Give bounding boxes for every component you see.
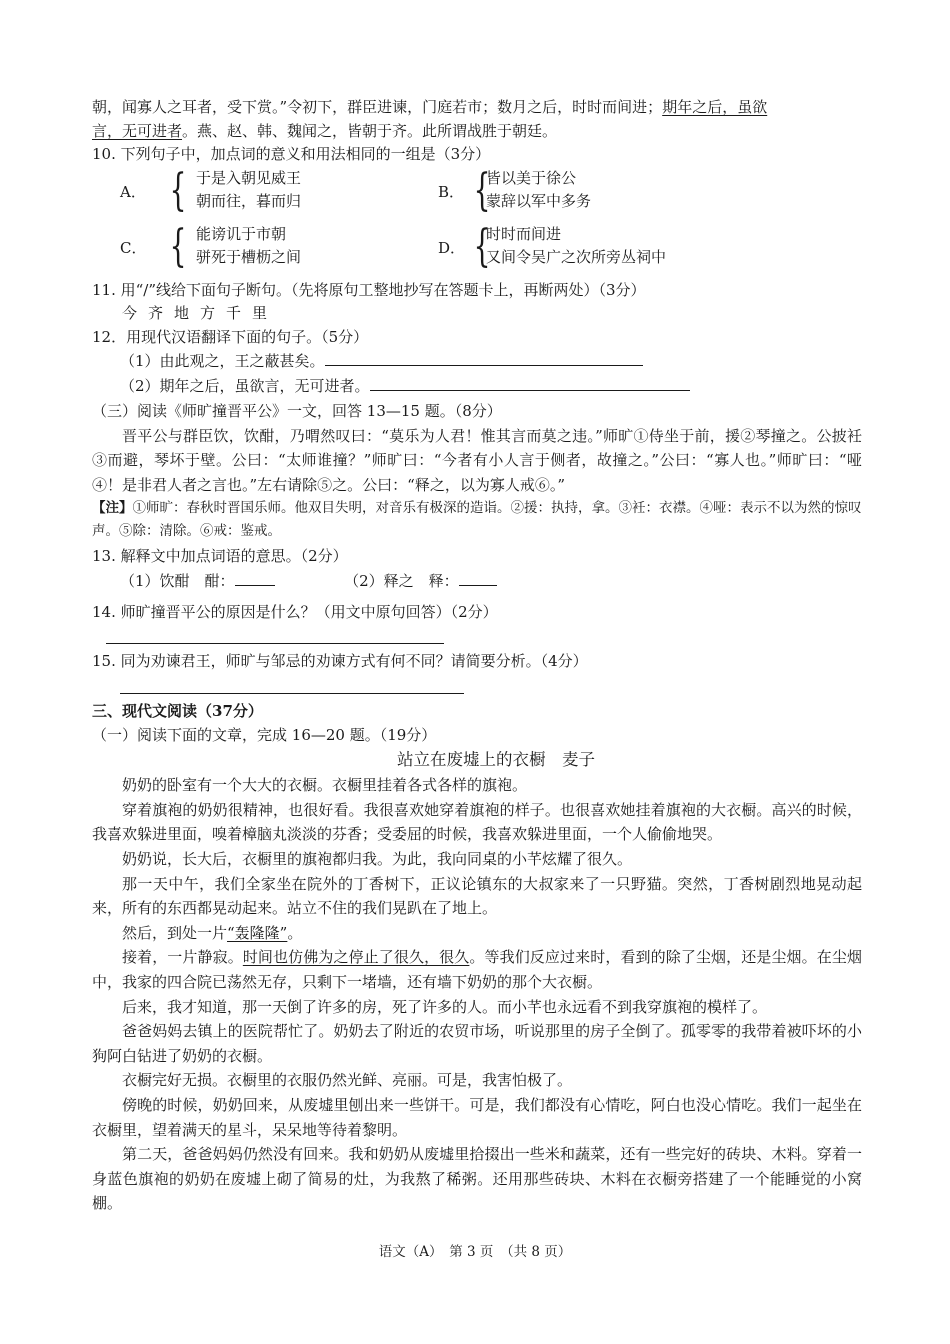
article-paragraph: 奶奶的卧室有一个大大的衣橱。衣橱里挂着各式各样的旗袍。 [122, 776, 528, 795]
answer-line[interactable] [106, 643, 444, 644]
question-13-stem: 13. 解释文中加点词语的意思。（2分） [92, 547, 348, 566]
article-paragraph: 穿着旗袍的奶奶很精神，也很好看。我很喜欢她穿着旗袍的样子。也很喜欢她挂着旗袍的大衣橱。高兴的时候，我喜欢躲进里面，嗅着樟脑丸淡淡的芬香；受委屈的时候，我喜欢躲进里面，一个人偷偷地哭。 [92, 800, 862, 844]
answer-blank[interactable] [325, 349, 643, 366]
question-10-options: A． { 于是入朝见威王 朝而往，暮而归 B． { 皆以美于徐公 蒙辞以军中多务 C． { 能谤讥于市朝 骈死于槽枥之间 D． { 时时而间进 又间令吴广之次所旁丛祠中 [120, 164, 667, 272]
article-paragraph: 爸爸妈妈去镇上的医院帮忙了。奶奶去了附近的农贸市场，听说那里的房子全倒了。孤零零的我带着被吓坏的小狗阿白钻进了奶奶的衣橱。 [92, 1022, 862, 1065]
underlined-phrase: 时间也仿佛为之停止了很久，很久 [242, 948, 470, 967]
passage-line: 朝，闻寡人之耳者，受下赏。”令初下，群臣进谏，门庭若市；数月之后，时时而间进；期年之后，虽欲 [92, 98, 768, 116]
article-title: 站立在废墟上的衣橱 麦子 [397, 750, 595, 770]
article-paragraph: 第二天，爸爸妈妈仍然没有回来。我和奶奶从废墟里拾掇出一些米和蔬菜，还有一些完好的砖块、木料。穿着一身蓝色旗袍的奶奶在废墟上砌了简易的灶，为我熬了稀粥。还用那些砖块、木料在衣橱旁搭建了一个能睡觉的小窝棚。 [92, 1145, 862, 1213]
article-paragraph: 傍晚的时候，奶奶回来，从废墟里刨出来一些饼干。可是，我们都没有心情吃，阿白也没心情吃。我们一起坐在衣橱里，望着满天的星斗，呆呆地等待着黎明。 [92, 1096, 862, 1139]
question-13-items: （1）饮酣 酣： （2）释之 释： [92, 569, 862, 594]
underlined-phrase: 言，无可进者 [92, 121, 183, 140]
question-15-stem: 15. 同为劝谏君王，师旷与邹忌的劝谏方式有何不同？请简要分析。（4分） [92, 651, 588, 670]
answer-line[interactable] [120, 693, 464, 694]
article-paragraph: 然后，到处一片“轰隆隆”。 [122, 923, 303, 942]
article-paragraph: 奶奶说，长大后，衣橱里的旗袍都归我。为此，我向同桌的小芊炫耀了很久。 [122, 850, 633, 869]
part-3-heading: 三、现代文阅读（37分） [92, 702, 263, 721]
underlined-phrase: “轰隆隆” [227, 923, 288, 942]
question-12-item-1: （1）由此观之，王之蔽甚矣。 [92, 349, 862, 374]
passage-line: 言，无可进者。燕、赵、韩、魏闻之，皆朝于齐。此所谓战胜于朝廷。 [92, 121, 558, 140]
exam-page [92, 96, 862, 1216]
section-3-heading: （三）阅读《师旷撞晋平公》一文，回答 13—15 题。（8分） [92, 402, 502, 420]
question-11-sentence: 今齐地方千里 [122, 304, 279, 322]
article-paragraph: 接着，一片静寂。时间也仿佛为之停止了很久，很久。等我们反应过来时，看到的除了尘烟，还是尘烟。在尘烟中，我家的四合院已荡然无存，只剩下一堵墙，还有墙下奶奶的那个大衣橱。 [92, 948, 862, 992]
annotation-note: 【注】①师旷：春秋时晋国乐师。他双目失明，对音乐有极深的造诣。②援：执持，拿。③衽：衣襟。④哑：表示不以为然的惊叹声。⑤除：清除。⑥戒：鉴戒。 [92, 500, 862, 540]
answer-blank[interactable] [459, 569, 497, 586]
question-14-stem: 14. 师旷撞晋平公的原因是什么？（用文中原句回答）（2分） [92, 603, 498, 622]
article-paragraph: 衣橱完好无损。衣橱里的衣服仍然光鲜、亮丽。可是，我害怕极了。 [122, 1071, 573, 1090]
page-footer: 语文（A） 第 3 页 （共 8 页） [378, 1244, 572, 1260]
question-12-item-2: （2）期年之后，虽欲言，无可进者。 [92, 374, 862, 399]
classical-passage: 晋平公与群臣饮，饮酣，乃喟然叹曰：“莫乐为人君！惟其言而莫之违。”师旷①侍坐于前，援②琴撞之。公披衽③而避，琴坏于壁。公曰：“太师谁撞？”师旷曰：“今者有小人言于侧者，故撞之。”公曰：“寡人也。”师旷曰：“哑④！是非君人者之言也。”左右请除⑤之。公曰：“释之，以为寡人戒⑥。” [92, 426, 862, 494]
article-paragraph: 那一天中午，我们全家坐在院外的丁香树下，正议论镇东的大叔家来了一只野猫。突然，丁香树剧烈地晃动起来，所有的东西都晃动起来。站立不住的我们晃趴在了地上。 [92, 874, 862, 918]
answer-blank[interactable] [235, 569, 275, 586]
article-paragraph: 后来，我才知道，那一天倒了许多的房，死了许多的人。而小芊也永远看不到我穿旗袍的模样了。 [122, 997, 768, 1016]
question-11-stem: 11. 用“/”线给下面句子断句。（先将原句工整地抄写在答题卡上，再断两处）（3分） [92, 280, 646, 299]
part-3-subheading: （一）阅读下面的文章，完成 16—20 题。（19分） [92, 725, 437, 744]
answer-blank[interactable] [370, 374, 690, 391]
question-10-stem: 10. 下列句子中，加点词的意义和用法相同的一组是（3分） [92, 145, 491, 163]
question-12-stem: 12．用现代汉语翻译下面的句子。（5分） [92, 327, 369, 346]
underlined-phrase: 期年之后，虽欲 [662, 98, 768, 116]
